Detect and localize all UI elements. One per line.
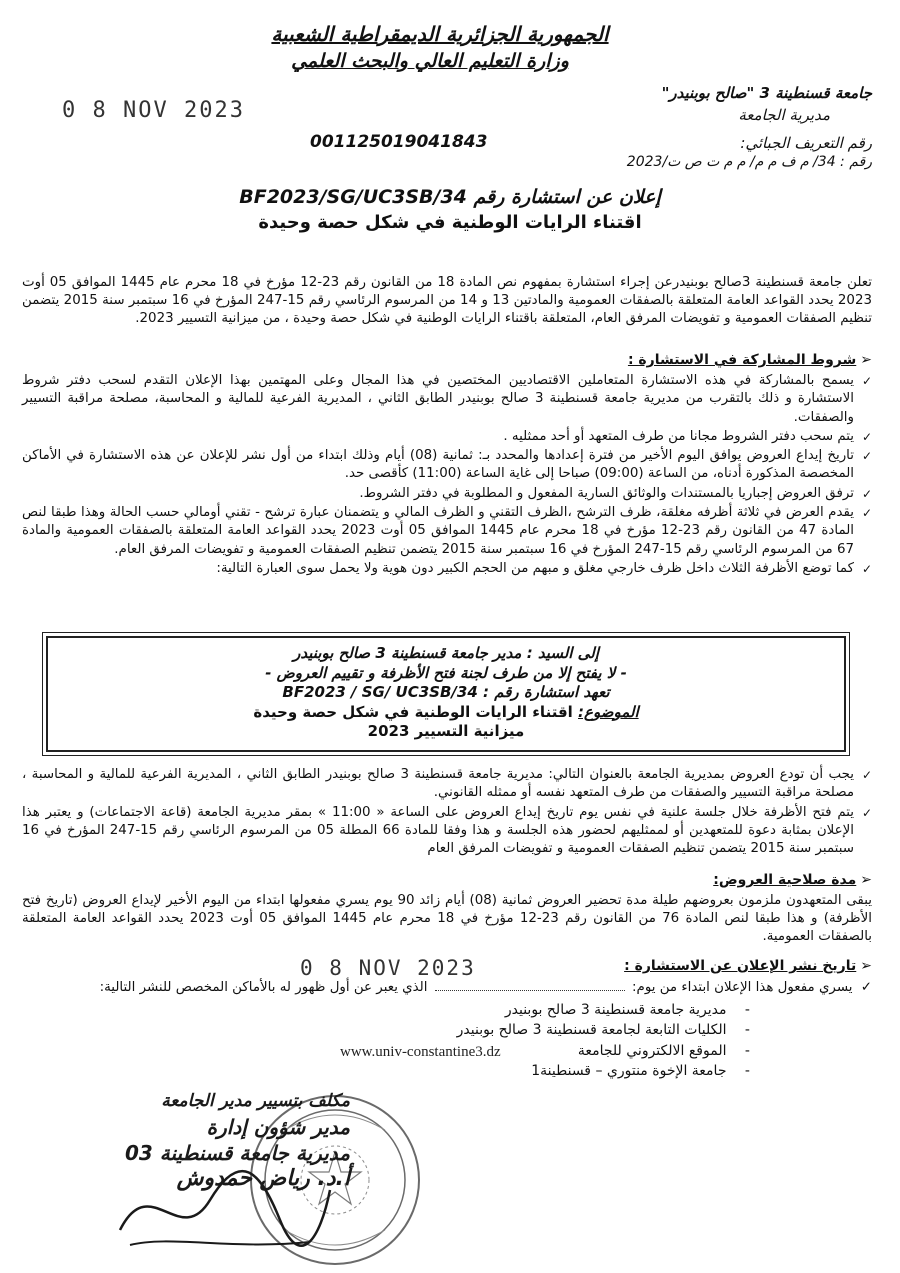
publication-heading: ➢ تاريخ نشر الإعلان عن الاستشارة : [624, 958, 872, 974]
signature-role: مدير شؤون إدارة [206, 1115, 350, 1139]
list-item: ✓ يسمح بالمشاركة في هذه الاستشارة المتعاملين الاقتصاديين المختصين في هذا المجال وعلى المهتمين بهذا الإعلان التقدم لسحب دفتر شروط الاستشارة و ذلك بالتقرب من مديرية جامعة قسنطينة 3 صالح بوبنيدر الطابق الثاني ، المديرية الفرعية للمالية و المحاسبة، مصلحة مراقبة التسيير والصفقات. [22, 372, 872, 427]
list-item: - الكليات التابعة لجامعة قسنطينة 3 صالح بوبنيدر [150, 1020, 750, 1040]
validity-heading: ➢ مدة صلاحية العروض: [713, 872, 872, 888]
signature-title: مكلف بتسيير مدير الجامعة [161, 1091, 350, 1111]
university-name: جامعة قسنطينة 3 "صالح بوبنيدر" [661, 84, 872, 102]
list-item: ✓ يقدم العرض في ثلاثة أظرفه مغلقة، ظرف الترشح ،الظرف التقني و الظرف المالي و يتضمنان عبارة ترشح - تقني أومالي حسب الحالة وهذا طبقا لنص المادة 47 من القانون رقم 23-12 مؤرخ في 18 محرم عام 1445 الموافق 05 أوت 2023 يحدد القواعد العامة المتعلقة بالصفقات العمومية والمادة 67 من المرسوم الرئاسي رقم 15-247 المؤرخ في 16 سبتمبر سنة 2015 يتضمن تنظيم الصفقات العمومية و تفويضات المرفق العام. [22, 504, 872, 559]
list-item: - جامعة الإخوة منتوري – قسنطينة1 [150, 1061, 750, 1081]
date-blank [435, 990, 625, 991]
ministry-header: وزارة التعليم العالي والبحث العلمي [291, 50, 569, 72]
list-item: - مديرية جامعة قسنطينة 3 صالح بوبنيدر [150, 1000, 750, 1020]
participation-list [22, 372, 872, 579]
republic-header: الجمهورية الجزائرية الديمقراطية الشعبية [271, 22, 609, 46]
list-item: - الموقع الالكتروني للجامعة [150, 1041, 750, 1061]
tax-id-label: رقم التعريف الجبائي: [740, 134, 872, 152]
publication-places [150, 1000, 750, 1082]
list-item: ✓ تاريخ إيداع العروض يوافق اليوم الأخير من فترة إعدادها والمحدد بـ: ثمانية (08) أيام وذلك ابتداء من أول نشر للإعلان عن هذه الاستشارة في الأماكن المخصصة المذكورة أدناه، من الساعة (09:00) صباحا إلى غاية الساعة (11:00) كأقصى حد. [22, 447, 872, 484]
list-item: ✓ يتم سحب دفتر الشروط مجانا من طرف المتعهد أو أحد ممثليه . [22, 428, 872, 446]
announcement-subject: اقتناء الرايات الوطنية في شكل حصة وحيدة [258, 212, 642, 233]
website-url: www.univ-constantine3.dz [340, 1044, 501, 1060]
date-stamp-top: 0 8 NOV 2023 [62, 98, 245, 123]
reference-number: رقم : 34/ م ف م م/ م م ت ص ت/2023 [626, 154, 872, 170]
submission-list [22, 766, 872, 859]
validity-paragraph: يبقى المتعهدون ملزمون بعروضهم طيلة مدة تحضير العروض ثمانية (08) أيام زائد 90 يوم يسري مفعولها ابتداء من اليوم الأخير لإيداع العروض (تاريخ فتح الأظرفة) و هذا طبقا لنص المادة 76 من القانون رقم 23-12 مؤرخ في 18 محرم عام 1445 الموافق 05 أوت 2023 يحدد القواعد العامة المتعلقة بالصفقات العمومية. [22, 893, 872, 945]
publication-lead [100, 980, 872, 995]
directorate-name: مديرية الجامعة [738, 106, 830, 124]
participation-heading: ➢ شروط المشاركة في الاستشارة : [628, 352, 872, 368]
publication-lead-before: يسري مفعول هذا الإعلان ابتداء من يوم: [632, 980, 853, 995]
check-icon: ✓ [860, 980, 872, 995]
envelope-reference: تعهد استشارة رقم : BF2023 / SG/ UC3SB/34 [282, 683, 610, 701]
envelope-subject: اقتناء الرايات الوطنية في شكل حصة وحيدة [253, 702, 573, 721]
envelope-subject-label: الموضوع: [578, 702, 639, 721]
envelope-recipient: إلى السيد : مدير جامعة قسنطينة 3 صالح بوبنيدر [293, 644, 599, 662]
envelope-notice: - لا يفتح إلا من طرف لجنة فتح الأظرفة و تقييم العروض - [265, 663, 627, 682]
envelope-label-box [46, 636, 846, 752]
publication-lead-after: الذي يعبر عن أول ظهور له بالأماكن المخصص للنشر التالية: [99, 980, 428, 995]
list-item: ✓ ترفق العروض إجباريا بالمستندات والوثائق السارية المفعول و المطلوبة في دفتر الشروط. [22, 485, 872, 503]
envelope-budget: ميزانية التسيير 2023 [367, 722, 525, 740]
list-item: ✓ كما توضع الأظرفة الثلاث داخل ظرف خارجي مغلق و مبهم من الحجم الكبير دون هوية ولا يحمل سوى العبارة التالية: [22, 560, 872, 578]
announcement-title: إعلان عن استشارة رقم BF2023/SG/UC3SB/34 [239, 186, 661, 208]
handwritten-signature-icon [110, 1150, 340, 1260]
signature-name: أ.د. رياض حمدوش [176, 1166, 350, 1191]
intro-paragraph: تعلن جامعة قسنطينة 3صالح بوبنيدرعن إجراء استشارة بمفهوم نص المادة 18 من القانون رقم 23-12 مؤرخ في 18 محرم عام 1445 الموافق 05 أوت 2023 يحدد القواعد العامة المتعلقة بالصفقات العمومية والمادتين 13 و 14 من المرسوم الرئاسي رقم 15-247 المؤرخ في 16 سبتمبر سنة 2015 يتضمن تنظيم الصفقات العمومية و تفويضات المرفق العام، المتعلقة باقتناء الرايات الوطنية في شكل حصة وحيدة ، من ميزانية التسيير 2023. [22, 275, 872, 327]
list-item: ✓ يجب أن تودع العروض بمديرية الجامعة بالعنوان التالي: مديرية جامعة قسنطينة 3 صالح بوبنيدر الطابق الثاني ، المديرية الفرعية للمالية و المحاسبة ، مصلحة مراقبة التسيير والصفقات من طرف المتعهد نفسه أو ممثله القانوني. [22, 766, 872, 803]
list-item: ✓ يتم فتح الأظرفة خلال جلسة علنية في نفس يوم تاريخ إيداع العروض على الساعة « 11:00 » بمقر مديرية الجامعة (قاعة الاجتماعات) و يعتبر هذا الإعلان بمثابة دعوة للمتعهدين أو لممثليهم لحضور هذه الجلسة و هذا وفقا للمادة 66 المطلة 05 من المرسوم الرئاسي رقم 15-247 المؤرخ في 16 سبتمبر سنة 2015 يتضمن تنظيم الصفقات العمومية و تفويضات المرفق العام [22, 804, 872, 859]
envelope-subject-line [48, 703, 844, 723]
date-stamp-publication: 0 8 NOV 2023 [300, 956, 476, 980]
signature-directorate: مديرية جامعة قسنطينة 03 [124, 1141, 350, 1165]
tax-id-number: 001125019041843 [310, 132, 488, 152]
